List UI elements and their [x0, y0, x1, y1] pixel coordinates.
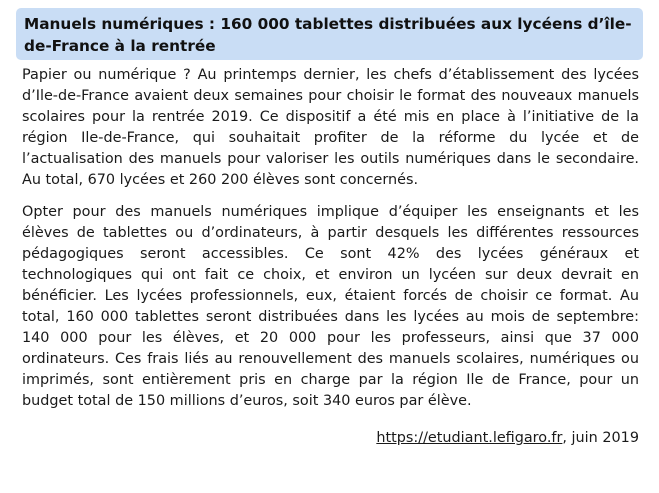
paragraph-1: Papier ou numérique ? Au printemps dernier, les chefs d’établissement des lycées d’Ile-de-France avaient deux semaines pour choisir le format des nouveaux manuels scolaires pour la rentrée 2019. Ce dispositif a été mis en place à l’initiative de la région Ile-de-France, qui souhaitait profiter de la réforme du lycée et de l’actualisation des manuels pour valoriser les outils numériques dans le secondaire. Au total, 670 lycées et 260 200 élèves sont concernés.	[22, 67, 639, 188]
source-date: , juin 2019	[562, 430, 639, 446]
article-body	[22, 65, 639, 412]
source-link[interactable]: https://etudiant.lefigaro.fr	[376, 430, 563, 446]
article-title: Manuels numériques : 160 000 tablettes distribuées aux lycéens d’île-de-France à la rentrée	[24, 15, 632, 55]
source-citation	[376, 428, 639, 448]
paragraph-2: Opter pour des manuels numériques implique d’équiper les enseignants et les élèves de tablettes ou d’ordinateurs, à partir desquels les différentes ressources pédagogiques seront accessibles. Ce sont 42% des lycées généraux et technologiques qui ont fait ce choix, et environ un lycéen sur deux devrait en bénéficier. Les lycées professionnels, eux, étaient forcés de choisir ce format. Au total, 160 000 tablettes seront distribuées dans les lycées au mois de septembre: 140 000 pour les élèves, et 20 000 pour les professeurs, ainsi que 37 000 ordinateurs. Ces frais liés au renouvellement des manuels scolaires, numériques ou imprimés, sont entièrement pris en charge par la région Ile de France, pour un budget total de 150 millions d’euros, soit 340 euros par élève.	[22, 204, 639, 409]
article-title-box	[16, 8, 643, 60]
